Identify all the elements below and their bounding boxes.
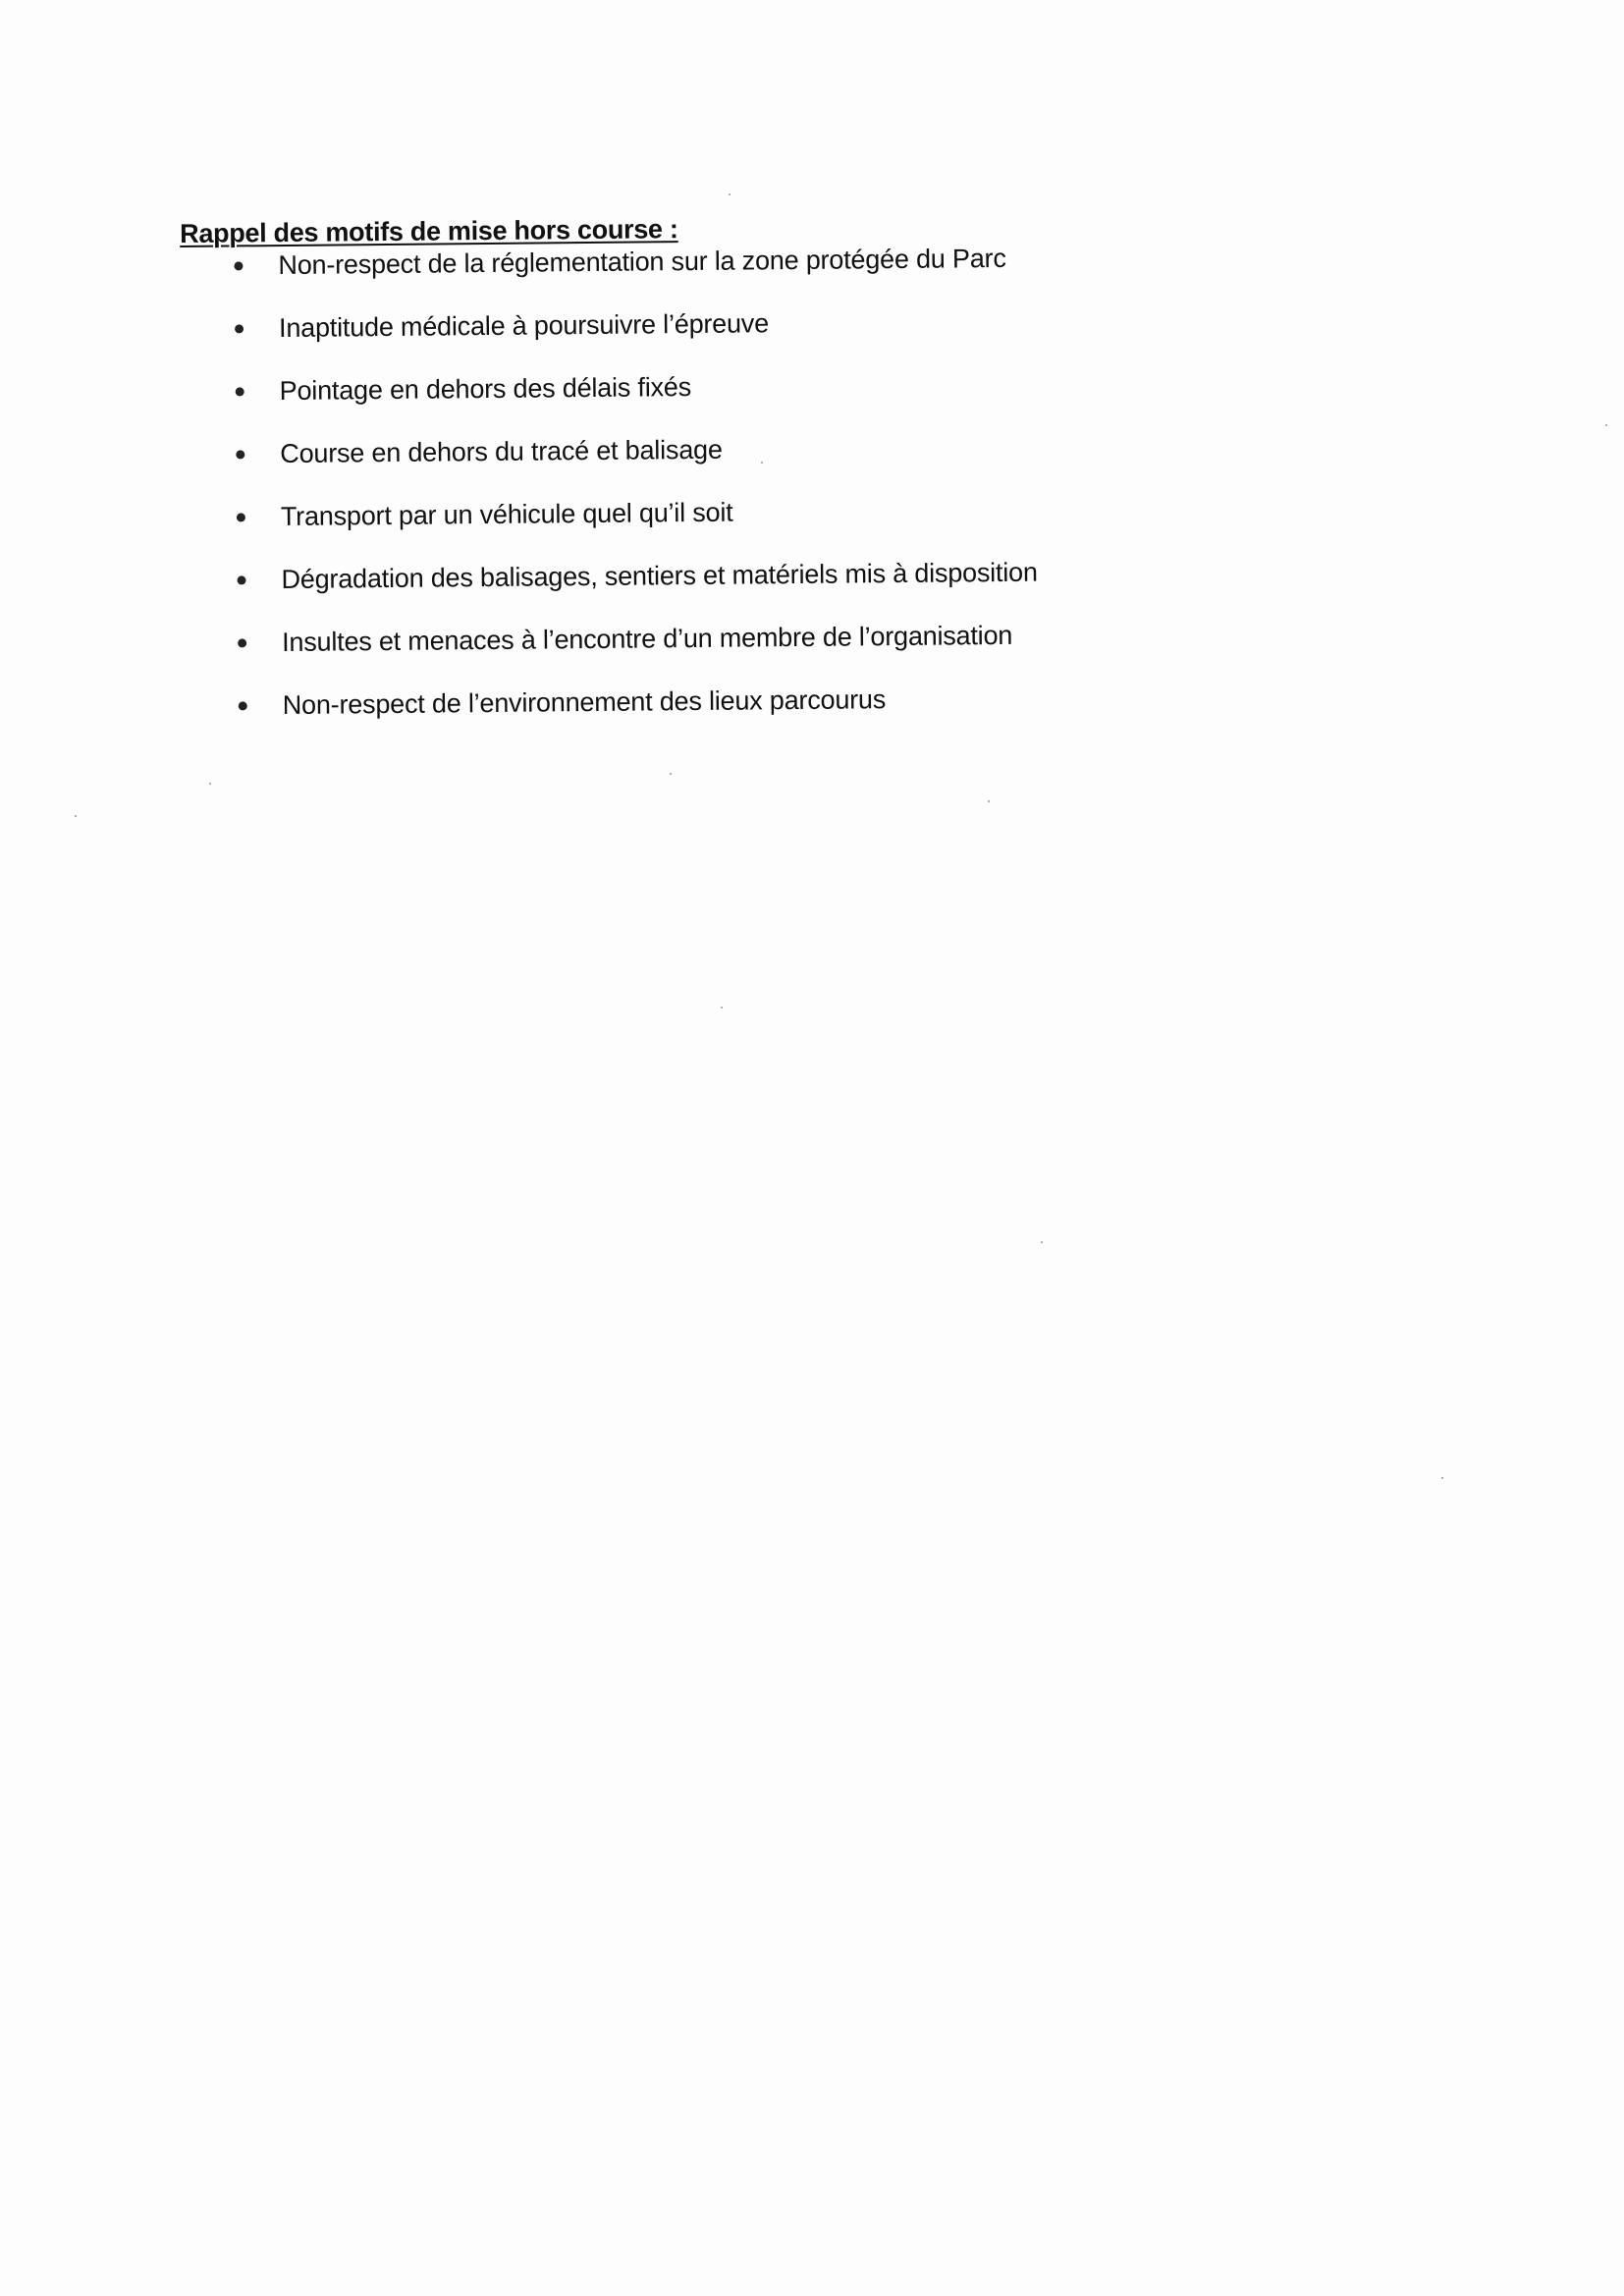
scan-speck — [721, 1007, 723, 1009]
scan-speck — [209, 783, 211, 785]
scan-speck — [988, 800, 990, 802]
reason-text: Pointage en dehors des délais fixés — [279, 372, 692, 407]
list-item — [184, 617, 1166, 689]
document-body — [180, 208, 1166, 752]
reason-text: Inaptitude médicale à poursuivre l’épreuve — [278, 308, 770, 344]
scan-speck — [729, 193, 731, 195]
list-item — [183, 554, 1165, 627]
disc-bullet-icon — [236, 450, 244, 459]
reason-text: Transport par un véhicule quel qu’il soit — [280, 497, 733, 532]
reason-text: Course en dehors du tracé et balisage — [280, 434, 723, 469]
disc-bullet-icon — [234, 261, 243, 270]
list-item — [180, 240, 1163, 312]
scan-speck — [1441, 1477, 1443, 1479]
disc-bullet-icon — [238, 575, 246, 584]
disc-bullet-icon — [239, 701, 247, 710]
disc-bullet-icon — [238, 638, 246, 647]
reason-text: Dégradation des balisages, sentiers et matériels mis à disposition — [281, 557, 1038, 595]
list-item — [182, 428, 1164, 501]
list-item — [183, 491, 1165, 564]
list-item — [185, 680, 1167, 752]
scan-speck — [670, 773, 672, 775]
reason-text: Non-respect de la réglementation sur la zone protégée du Parc — [278, 243, 1006, 281]
reason-text: Insultes et menaces à l’encontre d’un membre de l’organisation — [282, 620, 1013, 658]
list-item — [181, 302, 1164, 375]
disc-bullet-icon — [236, 387, 244, 396]
reason-text: Non-respect de l’environnement des lieux parcourus — [282, 684, 887, 721]
scan-speck — [1041, 1241, 1043, 1243]
section-heading: Rappel des motifs de mise hors course : — [180, 214, 678, 248]
scan-speck — [1605, 424, 1607, 426]
disqualification-reasons-list — [180, 240, 1166, 752]
disc-bullet-icon — [235, 324, 244, 333]
scan-speck — [75, 815, 77, 817]
list-item — [182, 365, 1164, 438]
disc-bullet-icon — [237, 513, 245, 521]
